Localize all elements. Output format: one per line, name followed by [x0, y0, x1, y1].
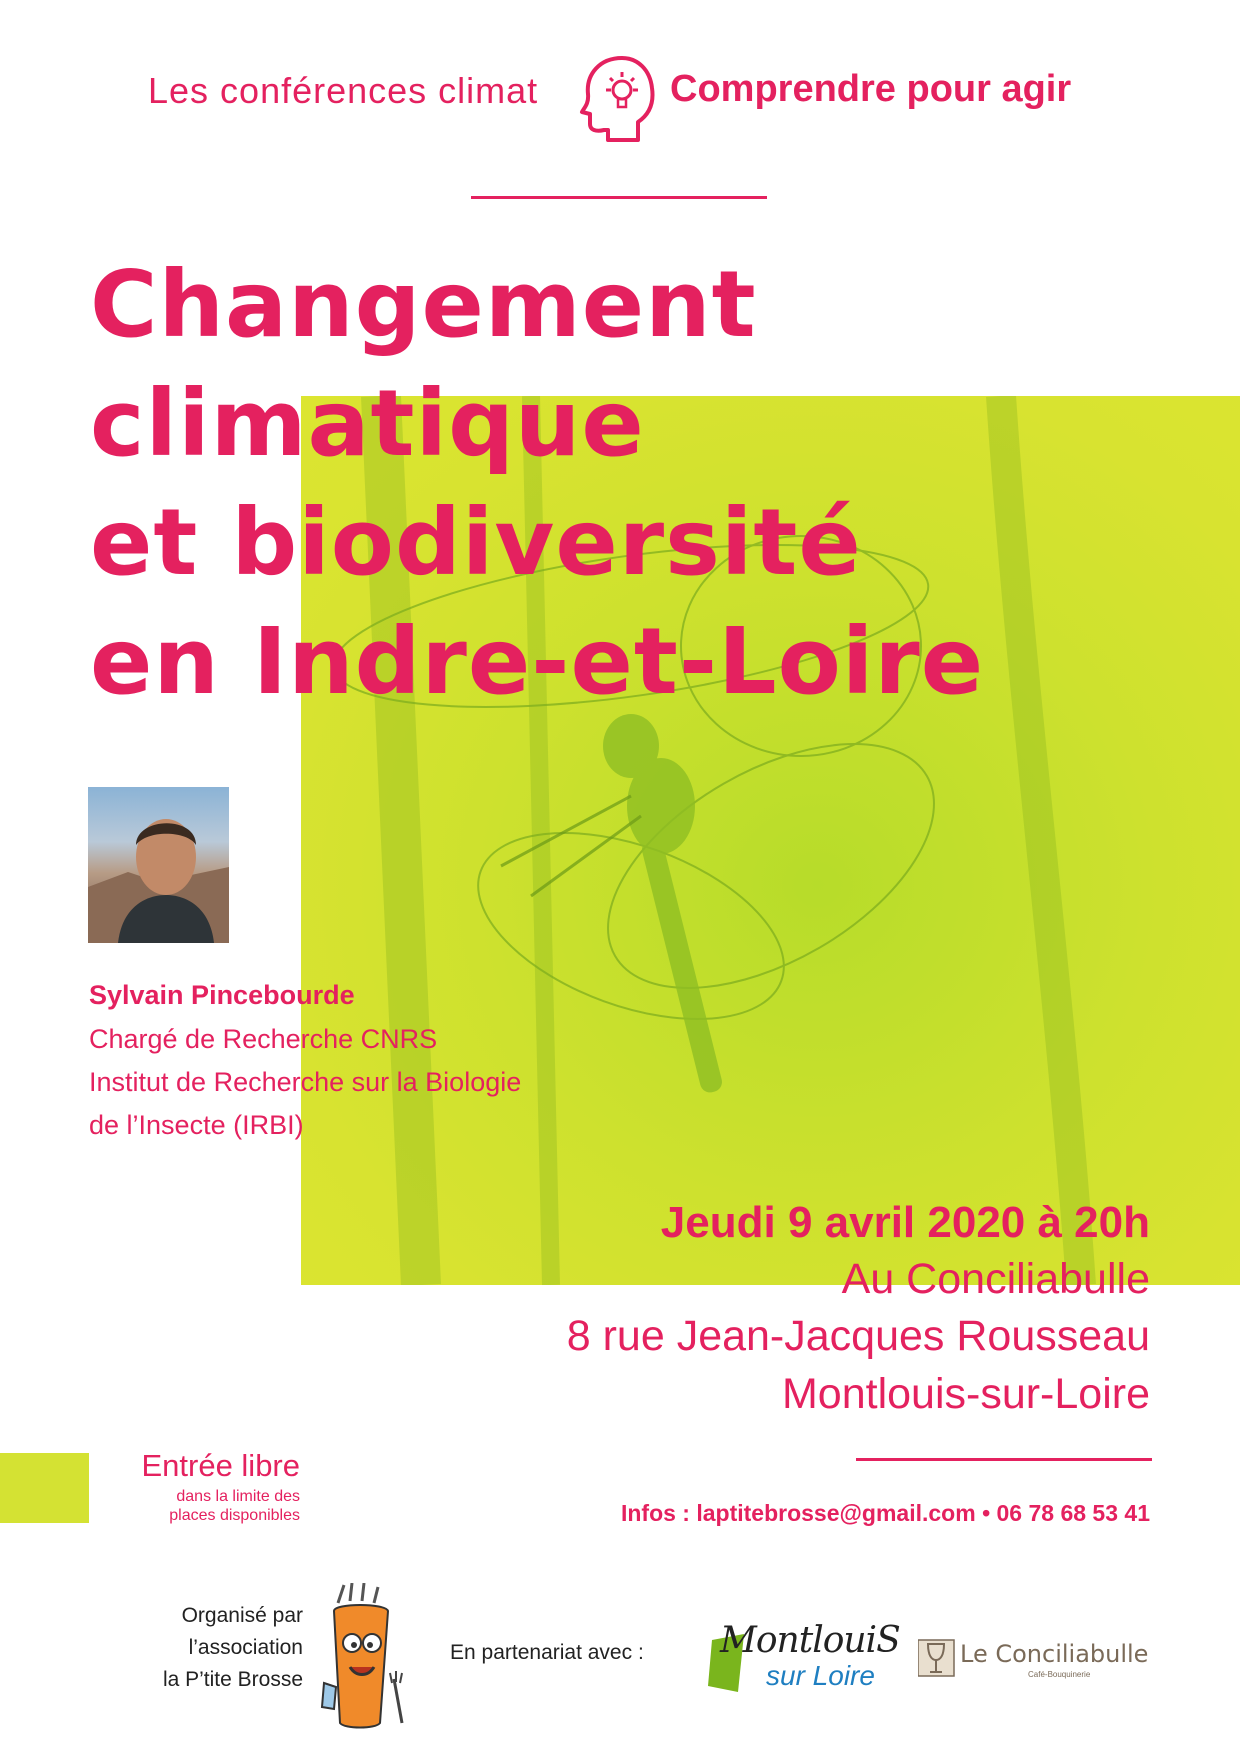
- speaker-affiliation: de l’Insecte (IRBI): [89, 1110, 304, 1140]
- venue-city: Montlouis-sur-Loire: [781, 1370, 1150, 1418]
- top-divider: [471, 196, 767, 199]
- partner-label: En partenariat avec :: [450, 1641, 644, 1664]
- montlouis-logo-text: MontlouiS: [720, 1620, 900, 1661]
- event-date: Jeudi 9 avril 2020 à 20h: [660, 1198, 1150, 1247]
- ptite-brosse-mascot-logo: [316, 1583, 406, 1733]
- conciliabulle-logo: [918, 1630, 1149, 1686]
- event-title: [90, 245, 984, 721]
- conciliabulle-logo-text: Le Conciliabulle: [960, 1640, 1149, 1668]
- title-line: Changement: [90, 251, 757, 358]
- tagline: Comprendre pour agir: [670, 68, 1072, 110]
- venue-address: 8 rue Jean-Jacques Rousseau: [566, 1312, 1150, 1360]
- entry-title: Entrée libre: [141, 1448, 300, 1483]
- info-divider: [856, 1458, 1152, 1461]
- wine-glass-icon: [918, 1630, 956, 1682]
- venue-name: Au Conciliabulle: [841, 1255, 1150, 1303]
- title-line: et biodiversité: [90, 489, 862, 596]
- montlouis-logo-subtext: sur Loire: [766, 1660, 875, 1691]
- conciliabulle-logo-subtext: Café-Bouquinerie: [1028, 1670, 1091, 1679]
- speaker-photo: [88, 787, 229, 943]
- title-line: climatique: [90, 370, 645, 477]
- speaker-name: Sylvain Pincebourde: [89, 980, 355, 1010]
- series-label: Les conférences climat: [148, 70, 539, 111]
- contact-info: Infos : laptitebrosse@gmail.com • 06 78 68 53 41: [620, 1500, 1150, 1526]
- organizer-label: Organisé par: [181, 1604, 303, 1627]
- title-line: en Indre-et-Loire: [90, 608, 985, 715]
- speaker-affiliation: Institut de Recherche sur la Biologie: [89, 1067, 522, 1097]
- organizer-label: l’association: [188, 1636, 303, 1659]
- speaker-title: Chargé de Recherche CNRS: [89, 1024, 438, 1054]
- organizer-name: la P’tite Brosse: [162, 1668, 303, 1691]
- entry-note: dans la limite des: [176, 1488, 300, 1505]
- head-lightbulb-icon: [578, 50, 658, 142]
- green-accent-block: [0, 1453, 89, 1523]
- entry-note: places disponibles: [169, 1507, 300, 1524]
- montlouis-logo: [708, 1620, 900, 1700]
